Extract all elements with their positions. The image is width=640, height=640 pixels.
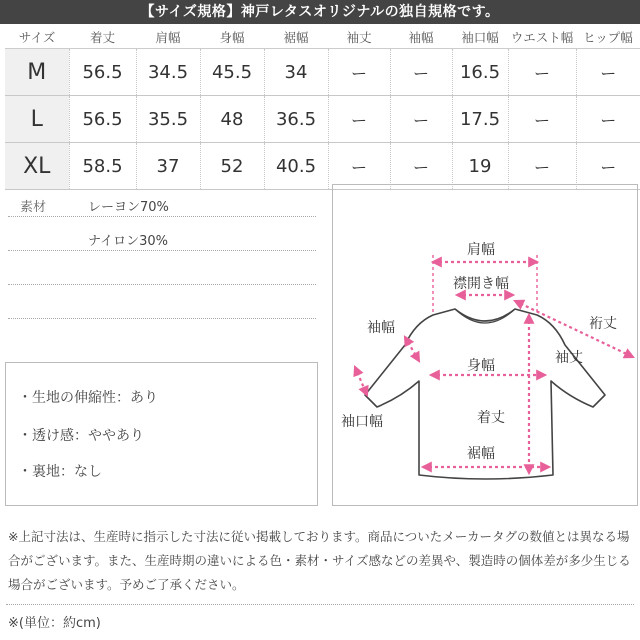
label-shoulder: 肩幅: [467, 242, 495, 258]
size-table: [5, 26, 640, 190]
table-cell: ー: [508, 96, 576, 143]
table-cell: 48: [200, 96, 264, 143]
table-cell: 34: [264, 49, 328, 96]
disclaimer-note: ※上記寸法は、生産時に指示した寸法に従い掲載しております。商品についたメーカータグの数値とは異なる場合がございます。また、生産時期の違いによる色・素材・サイズ感などの差異や、製造時の個体差が多少生じる場合がございます。予めご了承ください。: [8, 529, 631, 592]
table-cell: 16.5: [452, 49, 508, 96]
table-cell: ー: [576, 96, 640, 143]
unit-note: ※(単位：約cm): [8, 616, 101, 631]
material-row-empty: [8, 256, 316, 285]
label-sleeve-length: 袖丈: [555, 350, 583, 366]
material-item: ナイロン30%: [88, 234, 168, 249]
table-row: [5, 143, 640, 190]
header-cuff-width: 袖口幅: [452, 26, 508, 49]
table-cell: 45.5: [200, 49, 264, 96]
header-length: 着丈: [69, 26, 136, 49]
table-cell: XL: [5, 143, 69, 190]
table-cell: 56.5: [69, 96, 136, 143]
label-body-width: 身幅: [467, 358, 495, 374]
table-cell: 34.5: [136, 49, 200, 96]
header-hem-width: 裾幅: [264, 26, 328, 49]
table-cell: ー: [508, 143, 576, 190]
header-shoulder: 肩幅: [136, 26, 200, 49]
table-cell: ー: [508, 49, 576, 96]
label-length: 着丈: [477, 410, 505, 426]
label-sleeve-width: 袖幅: [367, 320, 395, 336]
table-cell: 56.5: [69, 49, 136, 96]
size-spec-banner: 【サイズ規格】神戸レタスオリジナルの独自規格です。: [0, 0, 640, 24]
material-label: 素材: [20, 200, 47, 215]
table-cell: ー: [390, 143, 452, 190]
table-row: [5, 49, 640, 96]
table-cell: 19: [452, 143, 508, 190]
header-body-width: 身幅: [200, 26, 264, 49]
measurement-diagram: [332, 184, 638, 506]
table-cell: M: [5, 49, 69, 96]
table-cell: ー: [576, 49, 640, 96]
table-cell: ー: [390, 96, 452, 143]
table-row: [5, 96, 640, 143]
table-cell: L: [5, 96, 69, 143]
material-row: [8, 188, 316, 217]
label-cuff-width: 袖口幅: [341, 414, 383, 430]
table-cell: ー: [390, 49, 452, 96]
table-cell: 36.5: [264, 96, 328, 143]
table-cell: ー: [576, 143, 640, 190]
material-item: レーヨン70%: [88, 200, 169, 215]
property-stretch: ・生地の伸縮性：あり: [18, 390, 158, 406]
table-cell: 52: [200, 143, 264, 190]
table-cell: ー: [328, 49, 390, 96]
property-sheerness: ・透け感：ややあり: [18, 428, 144, 444]
table-cell: ー: [328, 96, 390, 143]
material-row: [8, 222, 316, 251]
label-hem-width: 裾幅: [467, 446, 495, 462]
table-cell: 17.5: [452, 96, 508, 143]
material-row-empty: [8, 290, 316, 319]
label-neck-width: 襟開き幅: [453, 276, 509, 292]
table-cell: ー: [328, 143, 390, 190]
table-cell: 37: [136, 143, 200, 190]
property-lining: ・裏地：なし: [18, 464, 102, 480]
fabric-properties-box: [5, 362, 318, 506]
table-cell: 35.5: [136, 96, 200, 143]
header-sleeve-width: 袖幅: [390, 26, 452, 49]
header-waist-width: ウエスト幅: [508, 26, 576, 49]
header-hip-width: ヒップ幅: [576, 26, 640, 49]
divider: [6, 604, 634, 605]
header-size: サイズ: [5, 26, 69, 49]
table-cell: 58.5: [69, 143, 136, 190]
header-sleeve-length: 袖丈: [328, 26, 390, 49]
table-header-row: [5, 26, 640, 49]
table-cell: 40.5: [264, 143, 328, 190]
label-yuki: 裄丈: [589, 316, 617, 332]
